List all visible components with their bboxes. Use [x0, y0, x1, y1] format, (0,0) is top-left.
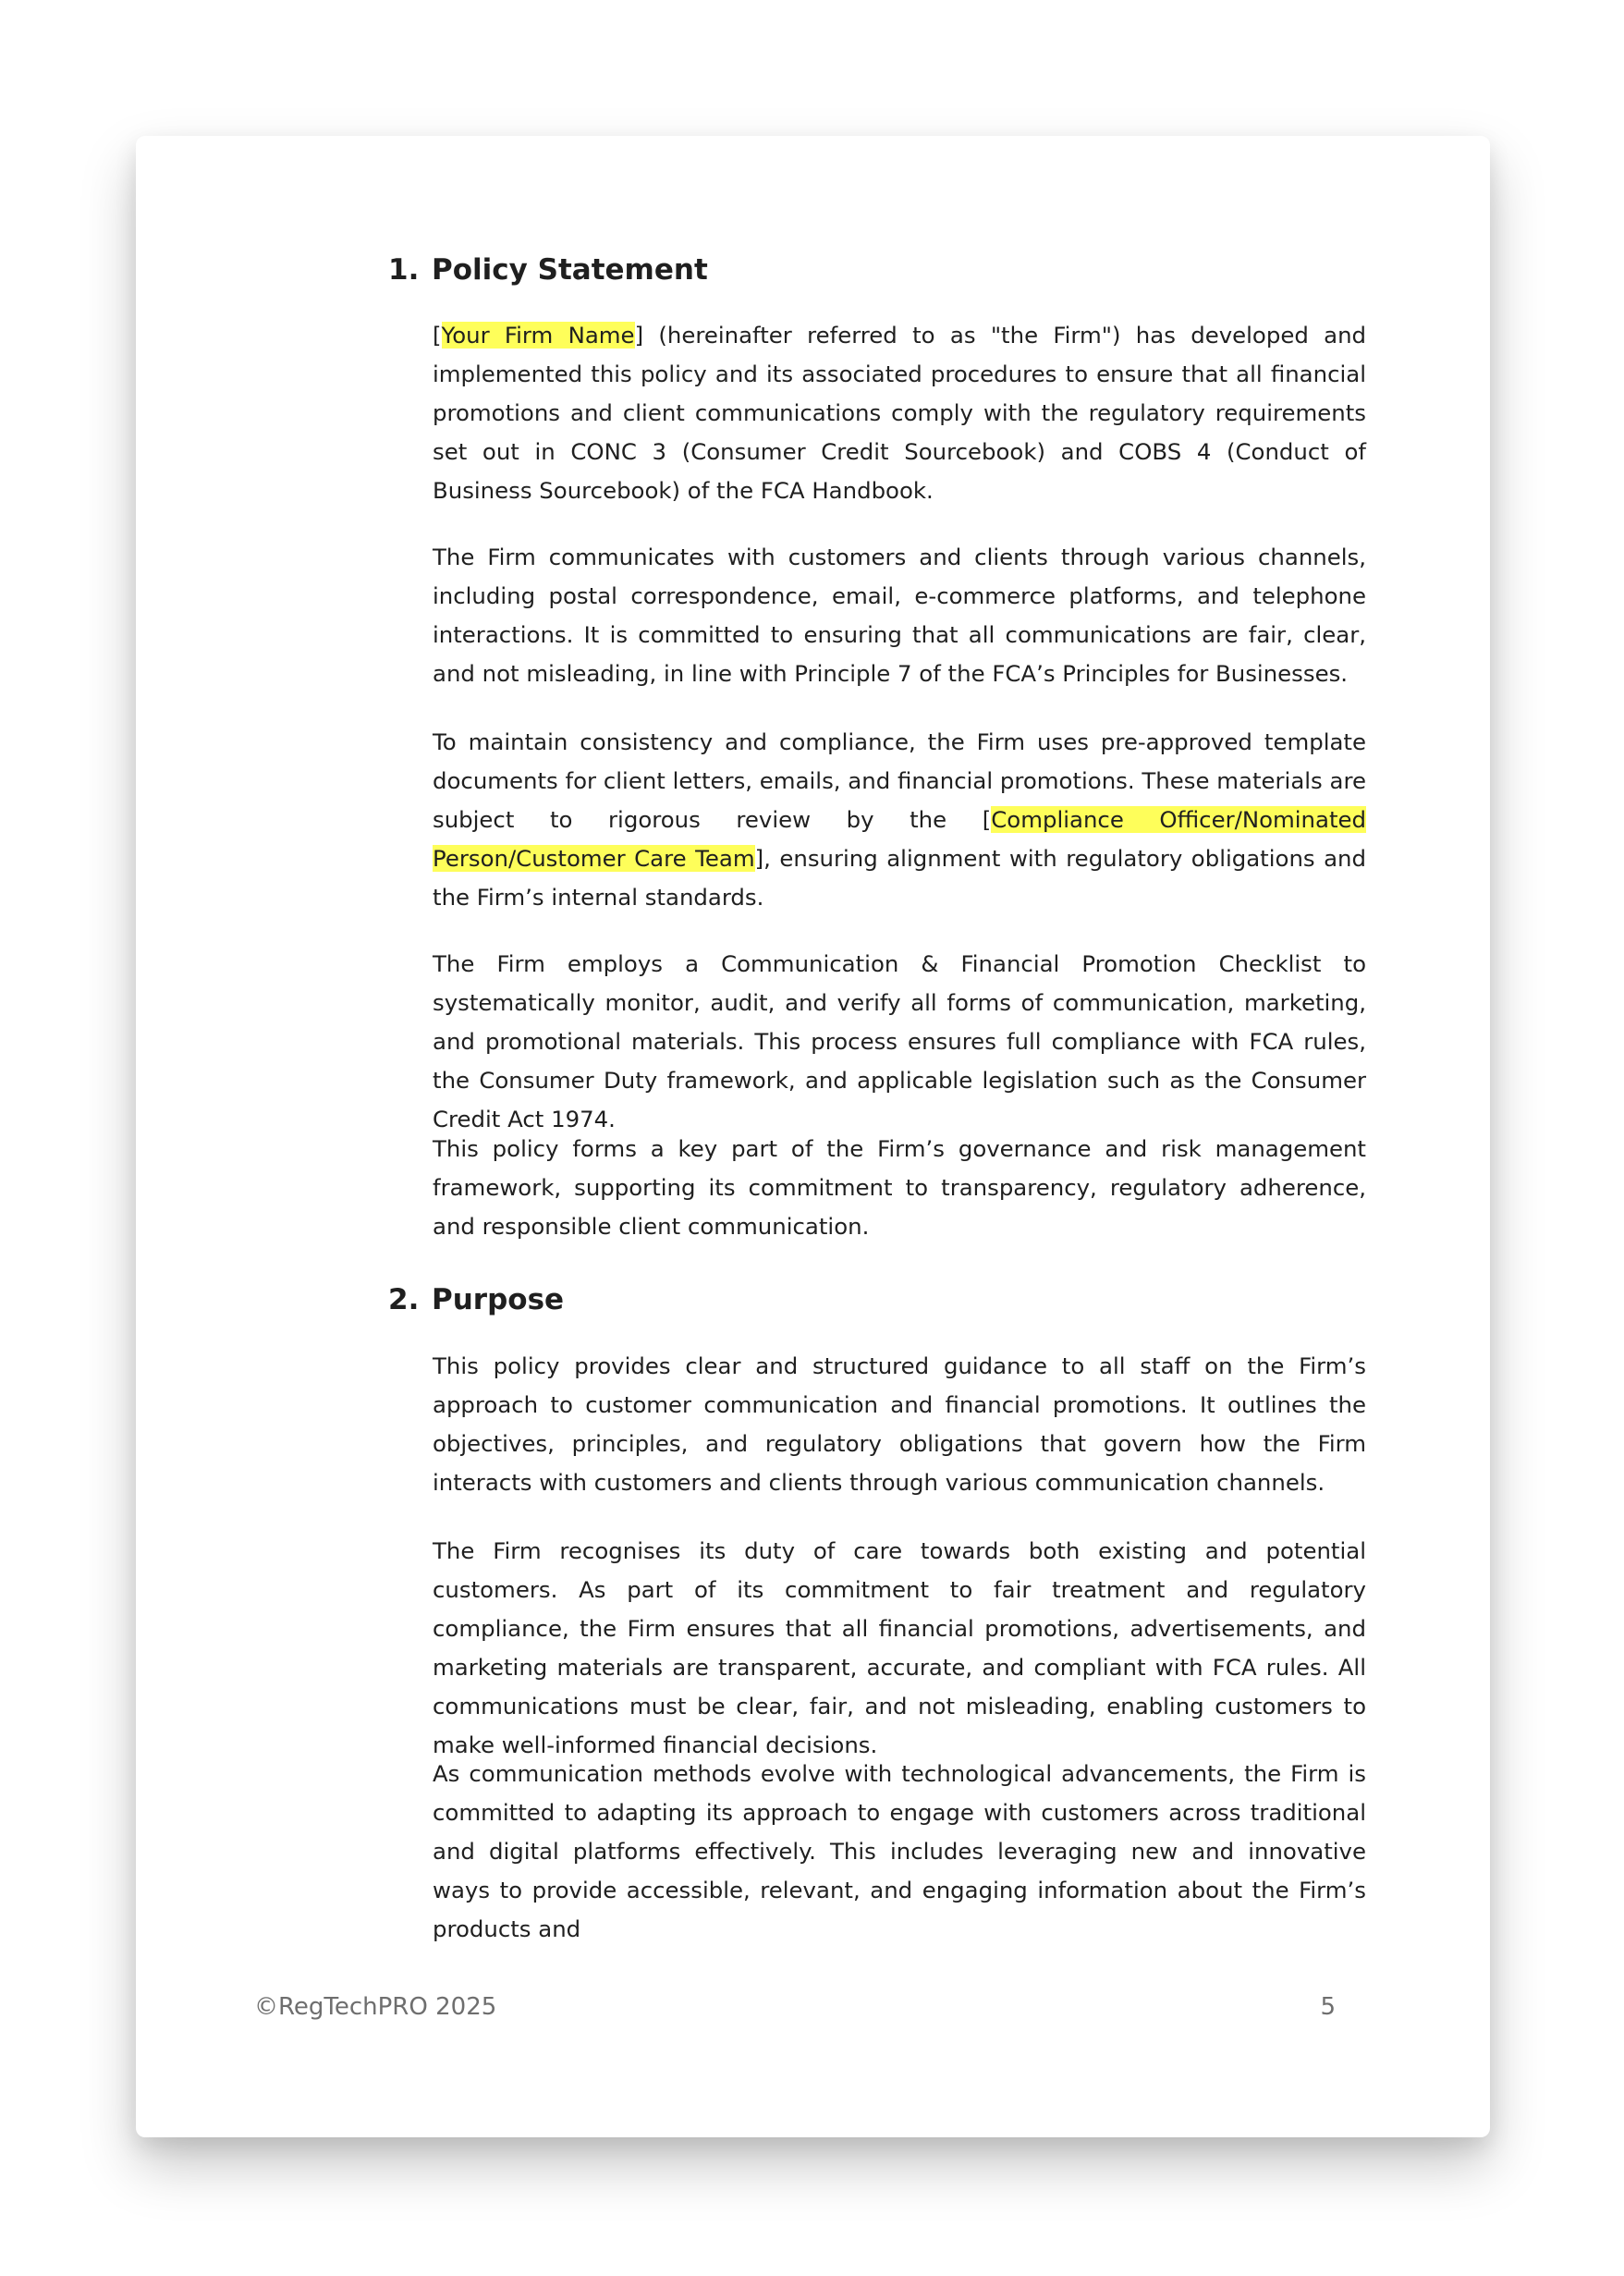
paragraph: The Firm recognises its duty of care towards both existing and potential customers. As part of its commitment to fair treatment and regulatory compliance, the Firm ensures that all financial promotions, advertisements, and marketing materials are transparent, accurate, and compliant with FCA rules. All communications must be clear, fair, and not misleading, enabling customers to make well-informed financial decisions. [433, 1537, 1366, 1758]
paragraph [433, 316, 1366, 510]
firm-name-placeholder[interactable]: Your Firm Name [441, 322, 635, 349]
paragraph: This policy forms a key part of the Firm’s governance and risk management framework, supporting its commitment to transparency, regulatory adherence, and responsible client communication. [433, 1135, 1366, 1240]
section-heading-policy-statement [388, 249, 1359, 291]
section-heading-purpose [388, 1279, 1359, 1321]
section-title: Policy Statement [432, 253, 708, 287]
bracket-close: ] [634, 322, 644, 349]
paragraph-text: (hereinafter referred to as "the Firm") has developed and implemented this policy and its associated procedures to ensure that all financial promotions and client communications comply with the regulatory requirements set out in CONC 3 (Consumer Credit Sourcebook) and COBS 4 (Conduct of Business Sourcebook) of the FCA Handbook. [433, 322, 1367, 504]
bracket-open: [ [433, 322, 442, 349]
footer-copyright: ©RegTechPRO 2025 [254, 1993, 497, 2021]
paragraph: As communication methods evolve with technological advancements, the Firm is committed to adapting its approach to engage with customers across traditional and digital platforms effectively. This includes leveraging new and innovative ways to provide accessible, relevant, and engaging information about the Firm’s products and [433, 1760, 1366, 1942]
paragraph: The Firm communicates with customers and clients through various channels, including postal correspondence, email, e-commerce platforms, and telephone interactions. It is committed to ensuring that all communications are fair, clear, and not misleading, in line with Principle 7 of the FCA’s Principles for Businesses. [433, 544, 1366, 687]
paragraph-text: To maintain consistency and compliance, the Firm uses pre-approved template documents for client letters, emails, and financial promotions. These materials are subject to rigorous review by the [ [433, 728, 1366, 833]
document-page [136, 136, 1490, 2137]
section-number: 1. [388, 253, 420, 287]
paragraph [433, 723, 1366, 917]
reviewer-placeholder[interactable]: Compliance Officer/Nominated Person/Customer Care Team [433, 806, 1366, 872]
paragraph: This policy provides clear and structured guidance to all staff on the Firm’s approach to customer communication and financial promotions. It outlines the objectives, principles, and regulatory obligations that govern how the Firm interacts with customers and clients through various communication channels. [433, 1352, 1366, 1496]
paragraph-text: ], ensuring alignment with regulatory obligations and the Firm’s internal standards. [433, 845, 1366, 911]
section-title: Purpose [432, 1283, 565, 1316]
section-number: 2. [388, 1283, 420, 1316]
paragraph: The Firm employs a Communication & Financial Promotion Checklist to systematically monitor, audit, and verify all forms of communication, marketing, and promotional materials. This process ensures full compliance with FCA rules, the Consumer Duty framework, and applicable legislation such as the Consumer Credit Act 1974. [433, 950, 1366, 1132]
footer-page-number: 5 [1320, 1993, 1336, 2021]
